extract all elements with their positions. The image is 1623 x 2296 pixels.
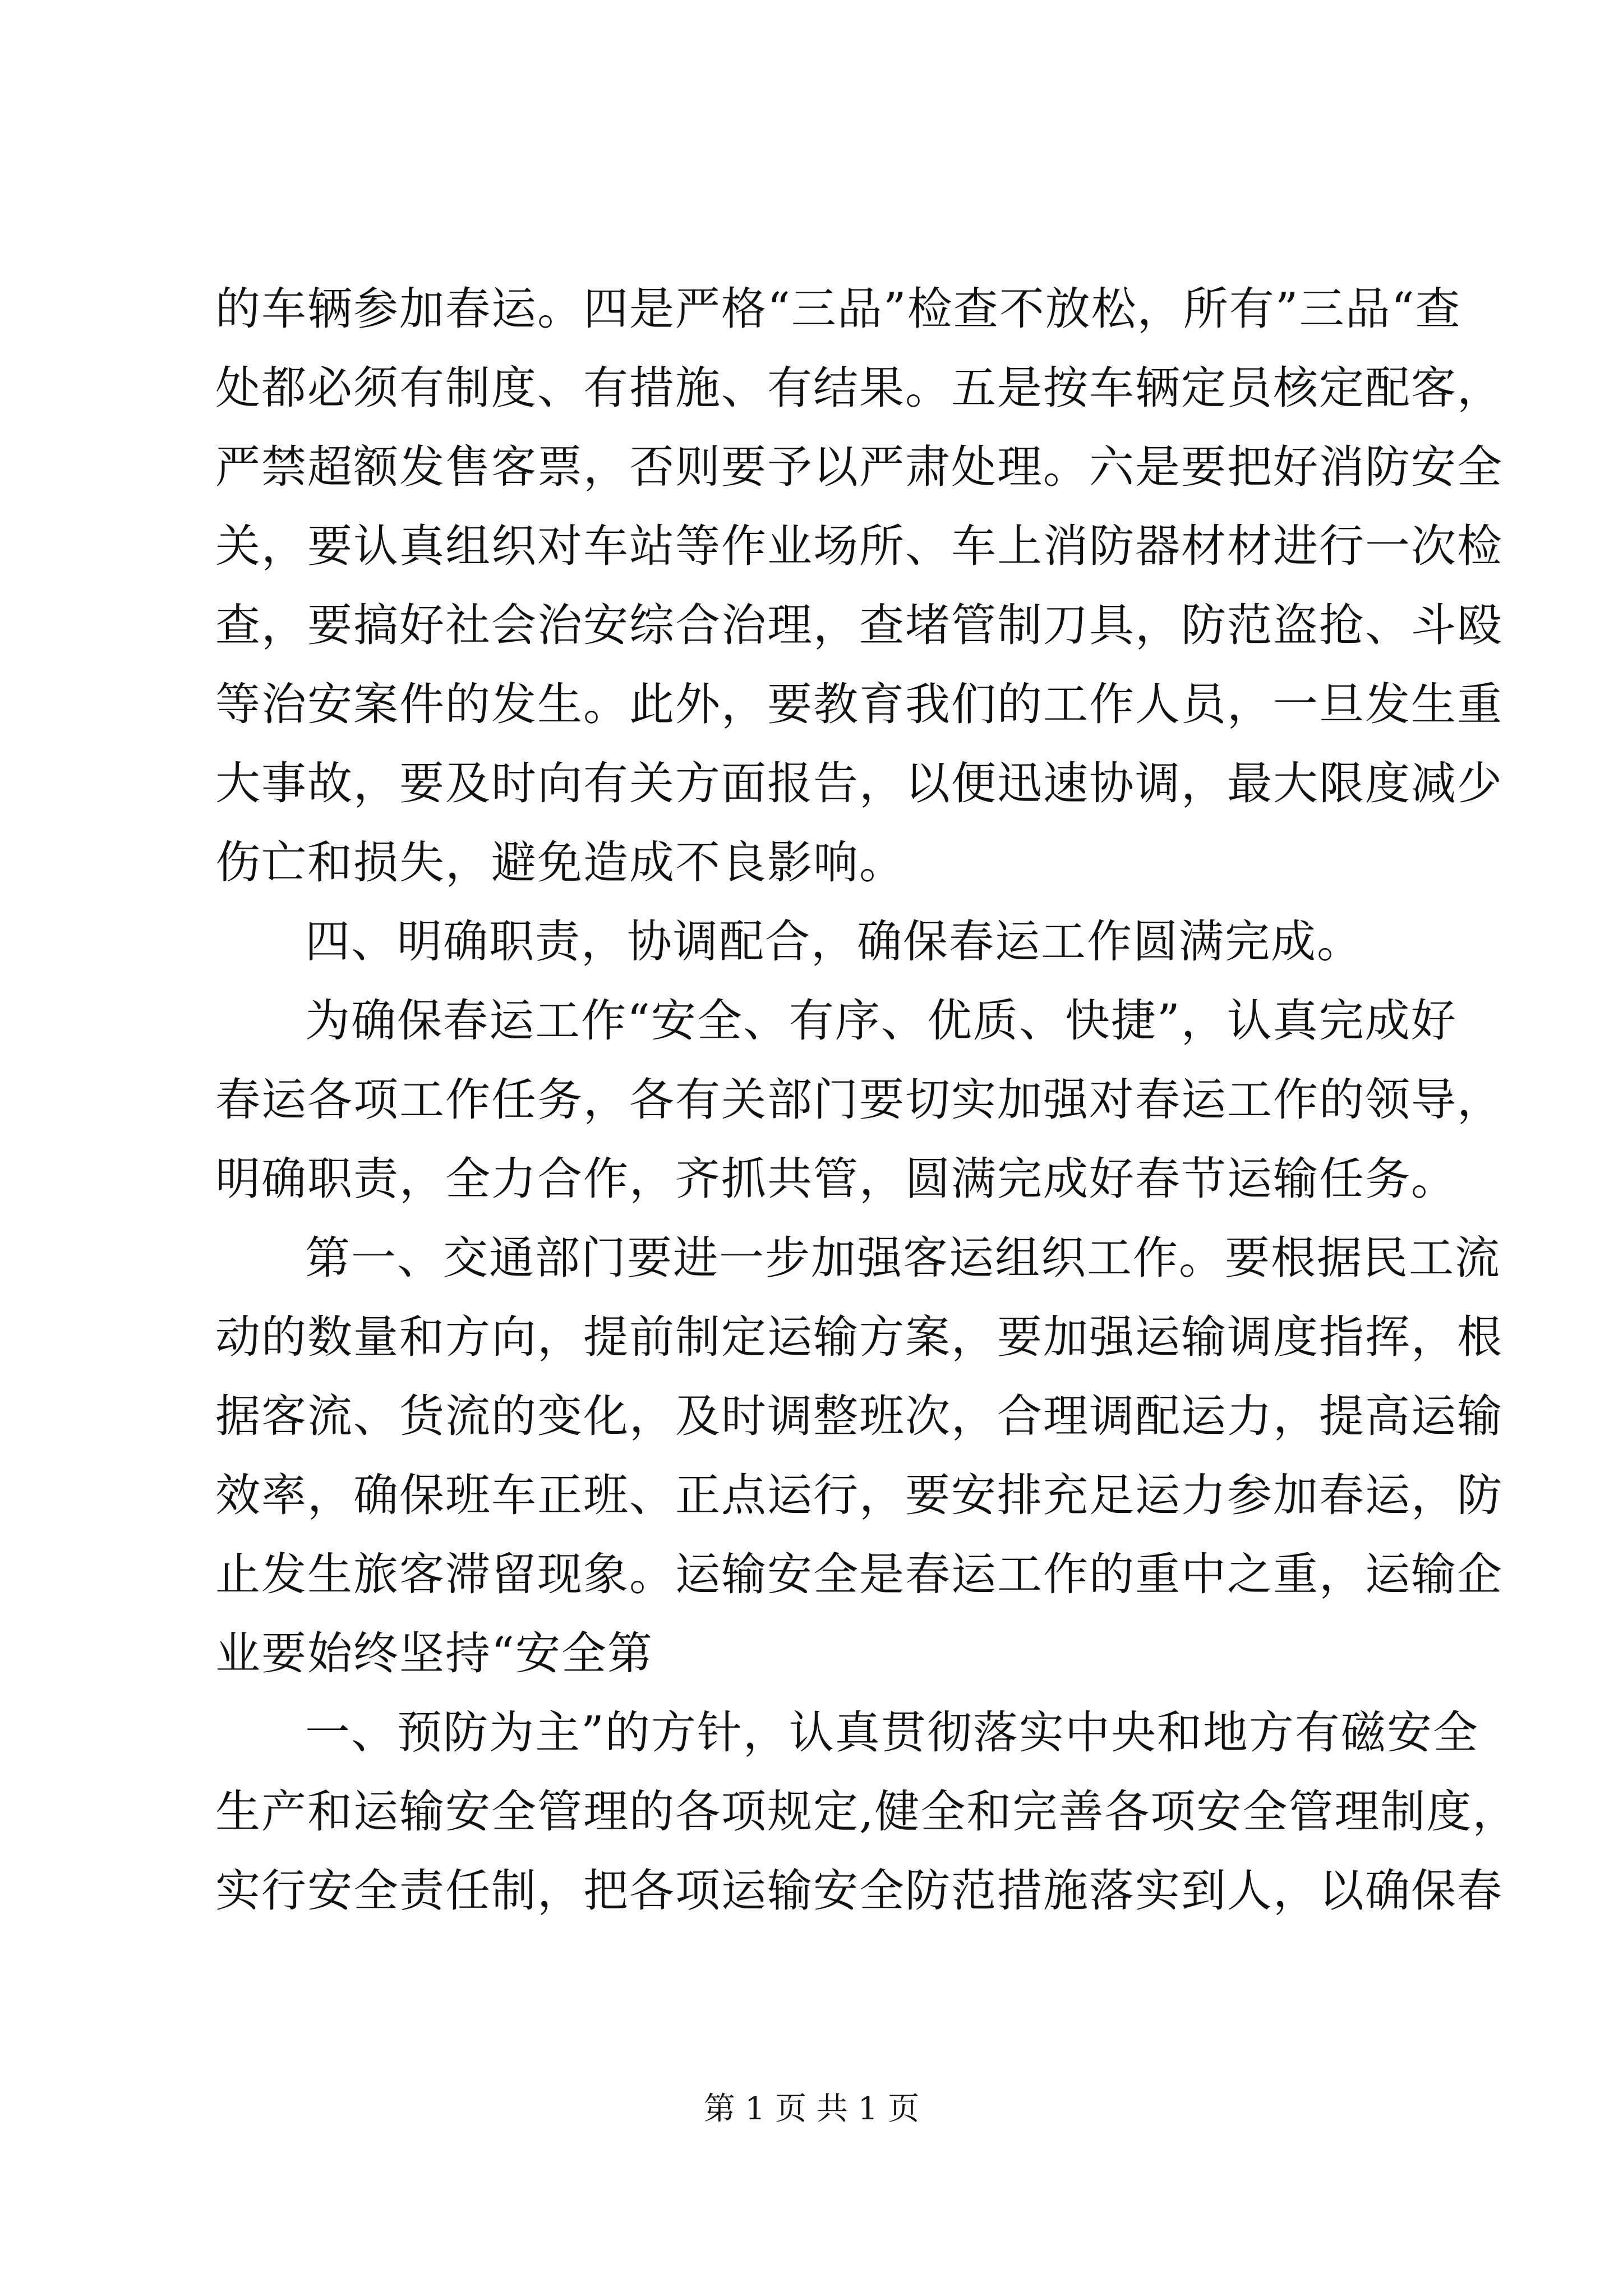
text-line: 明确职责，全力合作，齐抓共管，圆满完成好春节运输任务。 — [215, 1153, 1457, 1205]
text-line: 第一、交通部门要进一步加强客运组织工作。要根据民工流 — [305, 1232, 1501, 1284]
text-line: 处都必须有制度、有措施、有结果。五是按车辆定员核定配客， — [215, 362, 1503, 414]
page-number: 第 1 页 共 1 页 — [703, 2091, 920, 2127]
section-heading: 四、明确职责，协调配合，确保春运工作圆满完成。 — [305, 915, 1363, 968]
text-line: 严禁超额发售客票，否则要予以严肃处理。六是要把好消防安全 — [215, 441, 1503, 493]
text-line: 一、预防为主”的方针，认真贯彻落实中央和地方有磁安全 — [305, 1706, 1479, 1759]
text-line: 据客流、货流的变化，及时调整班次，合理调配运力，提高运输 — [215, 1390, 1503, 1442]
text-line: 实行安全责任制，把各项运输安全防范措施落实到人，以确保春 — [215, 1865, 1503, 1917]
text-line: 春运各项工作任务，各有关部门要切实加强对春运工作的领导， — [215, 1074, 1503, 1126]
page-footer — [0, 2087, 1623, 2132]
text-line: 止发生旅客滞留现象。运输安全是春运工作的重中之重，运输企 — [215, 1548, 1503, 1600]
text-line: 关，要认真组织对车站等作业场所、车上消防器材材进行一次检 — [215, 520, 1503, 572]
text-line: 查，要搞好社会治安综合治理，查堵管制刀具，防范盗抢、斗殴 — [215, 599, 1503, 651]
text-line: 伤亡和损失，避免造成不良影响。 — [215, 836, 905, 889]
text-line: 大事故，要及时向有关方面报告，以便迅速协调，最大限度减少 — [215, 757, 1503, 809]
text-line: 业要始终坚持“安全第 — [215, 1627, 653, 1680]
text-line: 动的数量和方向，提前制定运输方案，要加强运输调度指挥，根 — [215, 1311, 1503, 1363]
text-line: 效率，确保班车正班、正点运行，要安排充足运力参加春运，防 — [215, 1469, 1503, 1521]
text-line: 为确保春运工作“安全、有序、优质、快捷”，认真完成好 — [305, 995, 1457, 1047]
text-line: 等治安案件的发生。此外，要教育我们的工作人员，一旦发生重 — [215, 678, 1503, 730]
text-line: 的车辆参加春运。四是严格“三品”检查不放松，所有”三品“查 — [215, 283, 1461, 335]
document-body — [215, 269, 1519, 1930]
text-line: 生产和运输安全管理的各项规定,健全和完善各项安全管理制度， — [215, 1786, 1519, 1838]
